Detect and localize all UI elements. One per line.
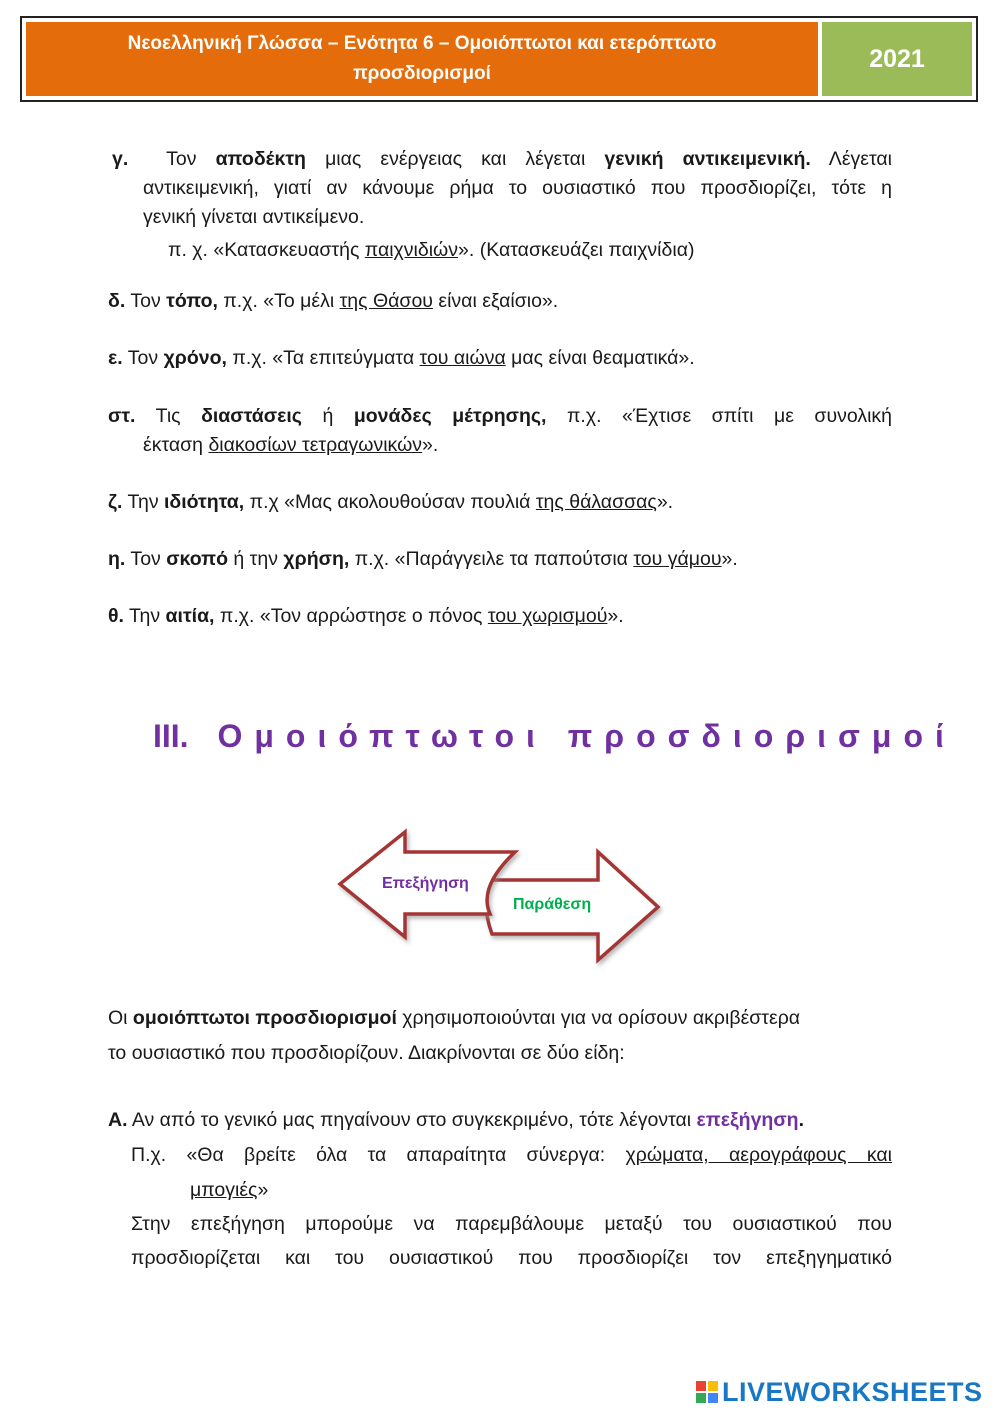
item-e-letter: ε. [108,347,123,369]
item-i-mid: π.χ. «Παράγγειλε τα παπούτσια [354,548,628,570]
header-title-line2: προσδιορισμοί [353,63,491,84]
item-z-mid: π.χ «Μας ακολουθούσαν πουλιά [249,491,531,513]
item-g-text3: Λέγεται [828,148,892,170]
section-title [153,718,956,755]
arrow-label-right: Παράθεση [513,896,592,913]
partA-ex-post: » [257,1179,269,1201]
item-d-bold: τόπο, [166,290,218,312]
item-g-ex-pre: π. χ. «Κατασκευαστής [168,239,360,261]
item-i-bold1: σκοπό [166,548,228,570]
item-i-underlined: του γάμου [633,548,722,570]
intro-bold: ομοιόπτωτοι προσδιορισμοί [132,1007,397,1029]
partA-text: Αν από το γενικό μας πηγαίνουν στο συγκεκριμένο, τότε λέγονται [131,1109,692,1131]
item-st-underlined: διακοσίων τετραγωνικών [208,434,423,456]
header-year: 2021 [822,22,972,96]
logo-square-yellow [708,1381,718,1391]
item-e-pre: Τον [127,347,159,369]
item-th-pre: Την [129,605,161,627]
logo-text: LIVEWORKSHEETS [722,1376,983,1407]
item-e-post: μας είναι θεαματικά». [511,347,695,369]
item-i-post: ». [721,548,738,570]
logo-square-red [696,1381,706,1391]
item-i-letter: η. [108,548,126,570]
item-z-letter: ζ. [108,491,123,513]
partA-para-line1: Στην επεξήγηση μπορούμε να παρεμβάλουμε μεταξύ του ουσιαστικού που [131,1213,892,1235]
item-st-line1 [108,402,892,431]
item-d-post: είναι εξαίσιο». [438,290,559,312]
header-banner [20,16,978,102]
item-e [108,344,695,373]
item-th [108,602,624,631]
section-number: III. [153,718,189,754]
partA-letter: Α. [108,1109,128,1131]
partA-ex-underlined2: μπογιές [190,1179,258,1201]
item-th-letter: θ. [108,605,124,627]
item-d-letter: δ. [108,290,126,312]
partA-line1 [108,1106,804,1135]
arrows-svg [330,822,670,972]
liveworksheets-logo[interactable] [696,1374,983,1410]
item-g-letter: γ. [112,148,129,170]
item-z-underlined: της θάλασσας [535,491,657,513]
section-title-text: Ομοιόπτωτοι προσδιορισμοί [217,718,956,754]
item-e-mid: π.χ. «Τα επιτεύγματα [232,347,415,369]
item-i-pre: Τον [130,548,161,570]
item-i-bold2: χρήση, [283,548,350,570]
item-z-bold: ιδιότητα, [163,491,245,513]
logo-icon [696,1381,718,1403]
item-e-underlined: του αιώνα [419,347,506,369]
header-title [26,22,818,96]
item-i-or: ή την [233,548,278,570]
logo-square-blue [708,1393,718,1403]
partA-ex-underlined1: χρώματα, αερογράφους και [625,1144,892,1166]
item-g-line3: γενική γίνεται αντικείμενο. [143,206,365,228]
intro-line1 [108,1004,800,1033]
item-g-bold1: αποδέκτη [215,148,306,170]
item-st-or: ή [322,405,334,427]
item-d-underlined: της Θάσου [339,290,433,312]
item-st-line2-pre: έκταση [143,434,204,456]
partA-example-line1 [131,1141,892,1170]
item-g-text2: μιας ενέργειας και λέγεται [325,148,586,170]
partA-highlight: επεξήγηση [696,1109,799,1131]
item-d-pre: Τον [130,290,161,312]
item-g-line2: αντικειμενική, γιατί αν κάνουμε ρήμα το ουσιαστικό που προσδιορίζει, τότε η [143,177,892,199]
header-title-line1: Νεοελληνική Γλώσσα – Ενότητα 6 – Ομοιόπτωτοι και ετερόπτωτο [127,33,717,54]
item-th-bold: αιτία, [165,605,215,627]
item-z-post: ». [656,491,674,513]
item-st-bold2: μονάδες μέτρησης, [353,405,547,427]
item-st-mid: π.χ. «Έχτισε σπίτι με συνολική [566,405,893,427]
item-st-line2-post: ». [422,434,439,456]
item-g-example [168,236,694,265]
intro-post: χρησιμοποιούνται για να ορίσουν ακριβέστερα [402,1007,801,1029]
item-st-pre: Τις [155,405,181,427]
arrows-diagram [330,822,670,972]
partA-para-line2: προσδιορίζεται και του ουσιαστικού που προσδιορίζει τον επεξηγηματικό [131,1247,892,1269]
partA-dot: . [798,1109,804,1131]
item-st-letter: στ. [108,405,136,427]
item-th-post: ». [607,605,624,627]
item-z-pre: Την [127,491,159,513]
item-g-bold2: γενική αντικειμενική. [604,148,811,170]
partA-example-line2 [190,1176,268,1205]
item-g-line1 [112,145,892,174]
intro-line2: το ουσιαστικό που προσδιορίζουν. Διακρίνονται σε δύο είδη: [108,1042,625,1064]
item-e-bold: χρόνο, [163,347,227,369]
logo-square-green [696,1393,706,1403]
item-d [108,287,558,316]
item-st-bold1: διαστάσεις [201,405,302,427]
item-th-mid: π.χ. «Τον αρρώστησε ο πόνος [219,605,483,627]
partA-ex-pre: Π.χ. «Θα βρείτε όλα τα απαραίτητα σύνεργα: [131,1144,606,1166]
item-d-mid: π.χ. «Το μέλι [223,290,335,312]
item-i [108,545,738,574]
item-g-ex-underlined: παιχνιδιών [364,239,459,261]
intro-pre: Οι [108,1007,128,1029]
item-g-text1: Τον [166,148,197,170]
item-z [108,488,673,517]
item-st-line2 [143,431,438,460]
item-th-underlined: του χωρισμού [487,605,608,627]
item-g-ex-post: ». (Κατασκευάζει παιχνίδια) [458,239,695,261]
arrow-label-left: Επεξήγηση [382,875,469,892]
